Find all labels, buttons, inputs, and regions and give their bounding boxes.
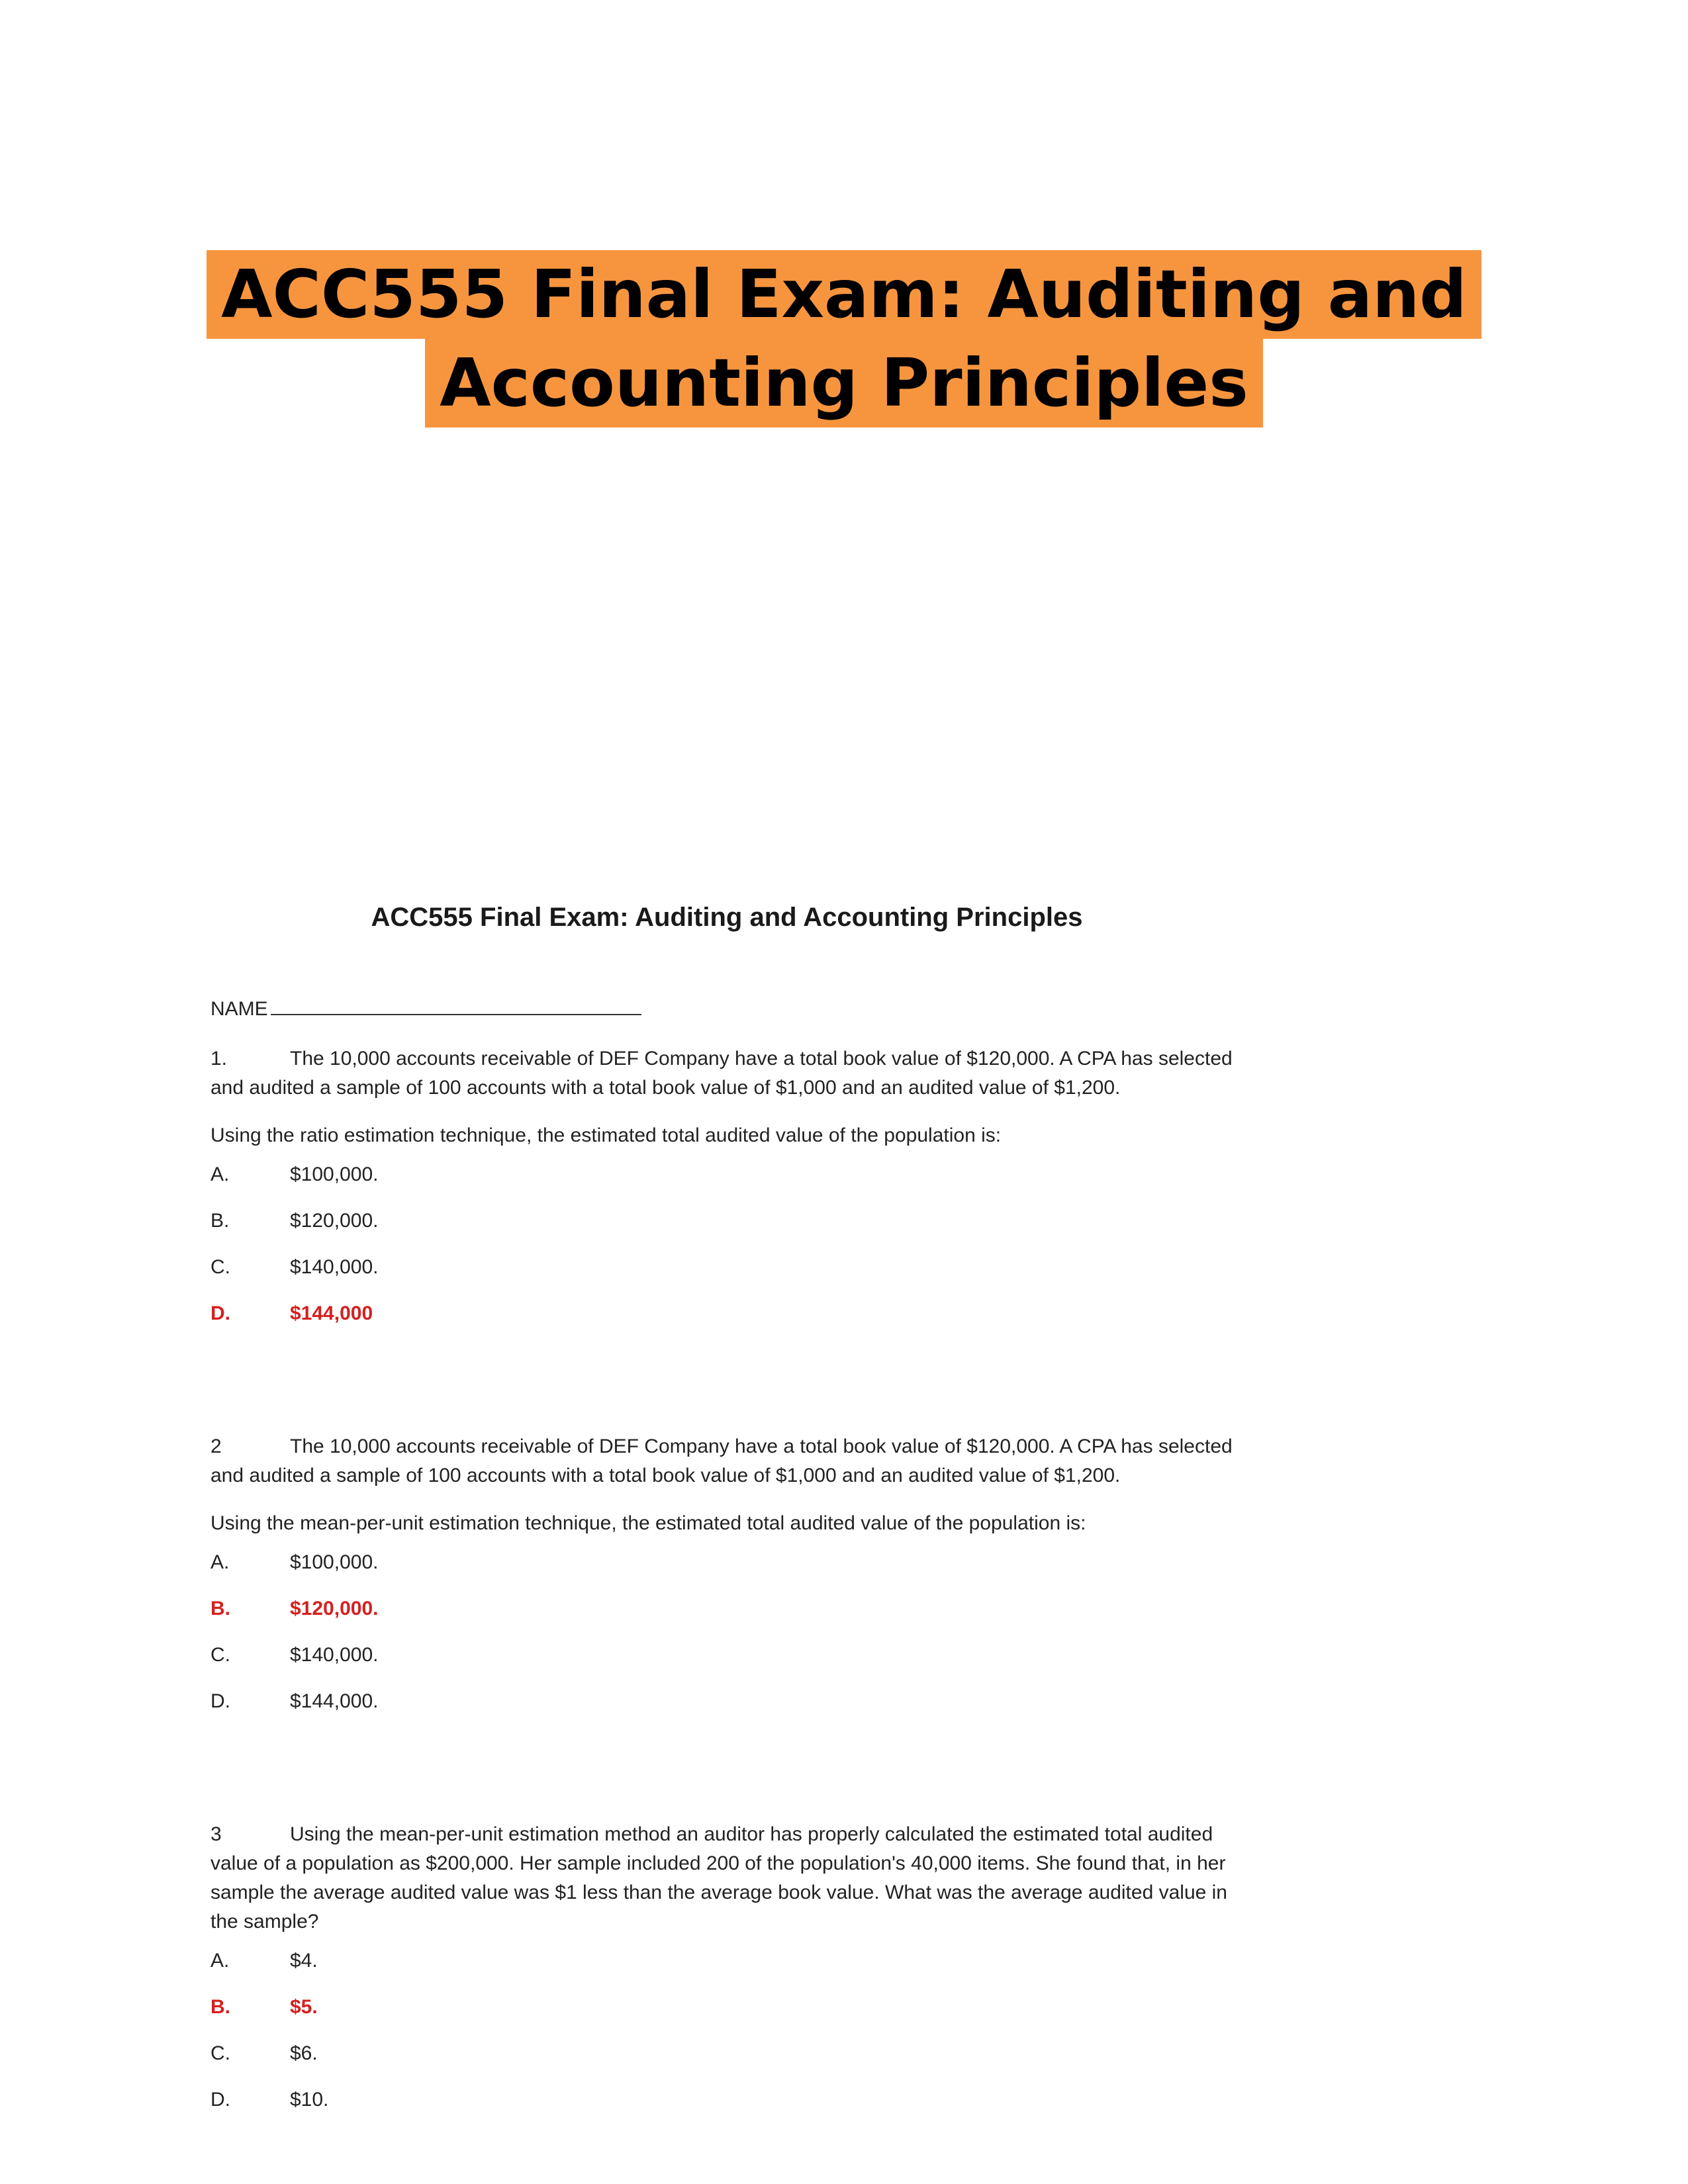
- question-stem-text: The 10,000 accounts receivable of DEF Company have a total book value of $120,000. A CPA has selected and audited a sample of 100 accounts with a total book value of $1,000 and an audited value of $1,200.: [211, 1435, 1233, 1486]
- banner-title-line-2: Accounting Principles: [425, 339, 1263, 428]
- name-field: [211, 997, 641, 1021]
- name-label: NAME: [211, 998, 268, 1020]
- question-2: [211, 1432, 1243, 1738]
- answer-options: [211, 1951, 1243, 2136]
- option-text: $4.: [290, 1950, 318, 1972]
- question-prompt: Using the mean-per-unit estimation technique, the estimated total audited value of the population is:: [211, 1512, 1086, 1534]
- question-stem: [211, 1044, 1243, 1103]
- document-title: ACC555 Final Exam: Auditing and Accounting Principles: [371, 903, 1083, 932]
- option-text: $144,000.: [290, 1690, 379, 1712]
- option-letter: C.: [211, 1256, 230, 1278]
- question-3: [211, 1820, 1243, 2136]
- option-c: [211, 1645, 1243, 1692]
- name-blank-line: [271, 997, 641, 1015]
- option-text: $144,000: [290, 1302, 373, 1324]
- option-d: [211, 2090, 1243, 2136]
- banner-title: [0, 250, 1688, 428]
- option-d: [211, 1692, 1243, 1738]
- option-letter: D.: [211, 1302, 230, 1324]
- question-number: 1.: [211, 1048, 228, 1069]
- option-a: [211, 1553, 1243, 1599]
- option-a: [211, 1165, 1243, 1211]
- option-b-correct: [211, 1997, 1243, 2044]
- question-stem: [211, 1432, 1243, 1490]
- option-b: [211, 1211, 1243, 1257]
- option-a: [211, 1951, 1243, 1997]
- option-letter: B.: [211, 1210, 230, 1232]
- option-letter: C.: [211, 2042, 230, 2064]
- option-text: $140,000.: [290, 1644, 379, 1666]
- banner-title-line-1: ACC555 Final Exam: Auditing and: [207, 250, 1481, 339]
- option-d-correct: [211, 1304, 1243, 1350]
- option-letter: A.: [211, 1551, 230, 1573]
- option-letter: D.: [211, 1690, 230, 1712]
- option-letter: A.: [211, 1163, 230, 1185]
- option-text: $120,000.: [290, 1210, 379, 1232]
- option-b-correct: [211, 1599, 1243, 1645]
- option-text: $100,000.: [290, 1551, 379, 1573]
- question-number: 2: [211, 1435, 222, 1457]
- question-prompt: Using the ratio estimation technique, the estimated total audited value of the population is:: [211, 1124, 1002, 1146]
- option-c: [211, 2044, 1243, 2090]
- answer-options: [211, 1553, 1243, 1738]
- option-text: $140,000.: [290, 1256, 379, 1278]
- question-stem-text: Using the mean-per-unit estimation method an auditor has properly calculated the estimated total audited value of a population as $200,000. Her sample included 200 of the population's 40,000 items. She found that, in her sample the average audited value was $1 less than the average book value. What was the average audited value in the sample?: [211, 1823, 1227, 1933]
- option-text: $120,000.: [290, 1598, 379, 1619]
- question-number: 3: [211, 1823, 222, 1845]
- option-c: [211, 1257, 1243, 1304]
- option-text: $5.: [290, 1996, 318, 2018]
- option-letter: B.: [211, 1996, 230, 2018]
- option-letter: B.: [211, 1598, 230, 1619]
- option-letter: A.: [211, 1950, 230, 1972]
- question-1: [211, 1044, 1243, 1350]
- option-text: $10.: [290, 2089, 329, 2111]
- question-stem: [211, 1820, 1243, 1936]
- option-text: $100,000.: [290, 1163, 379, 1185]
- option-letter: C.: [211, 1644, 230, 1666]
- option-letter: D.: [211, 2089, 230, 2111]
- question-stem-text: The 10,000 accounts receivable of DEF Company have a total book value of $120,000. A CPA has selected and audited a sample of 100 accounts with a total book value of $1,000 and an audited value of $1,200.: [211, 1048, 1233, 1099]
- answer-options: [211, 1165, 1243, 1350]
- option-text: $6.: [290, 2042, 318, 2064]
